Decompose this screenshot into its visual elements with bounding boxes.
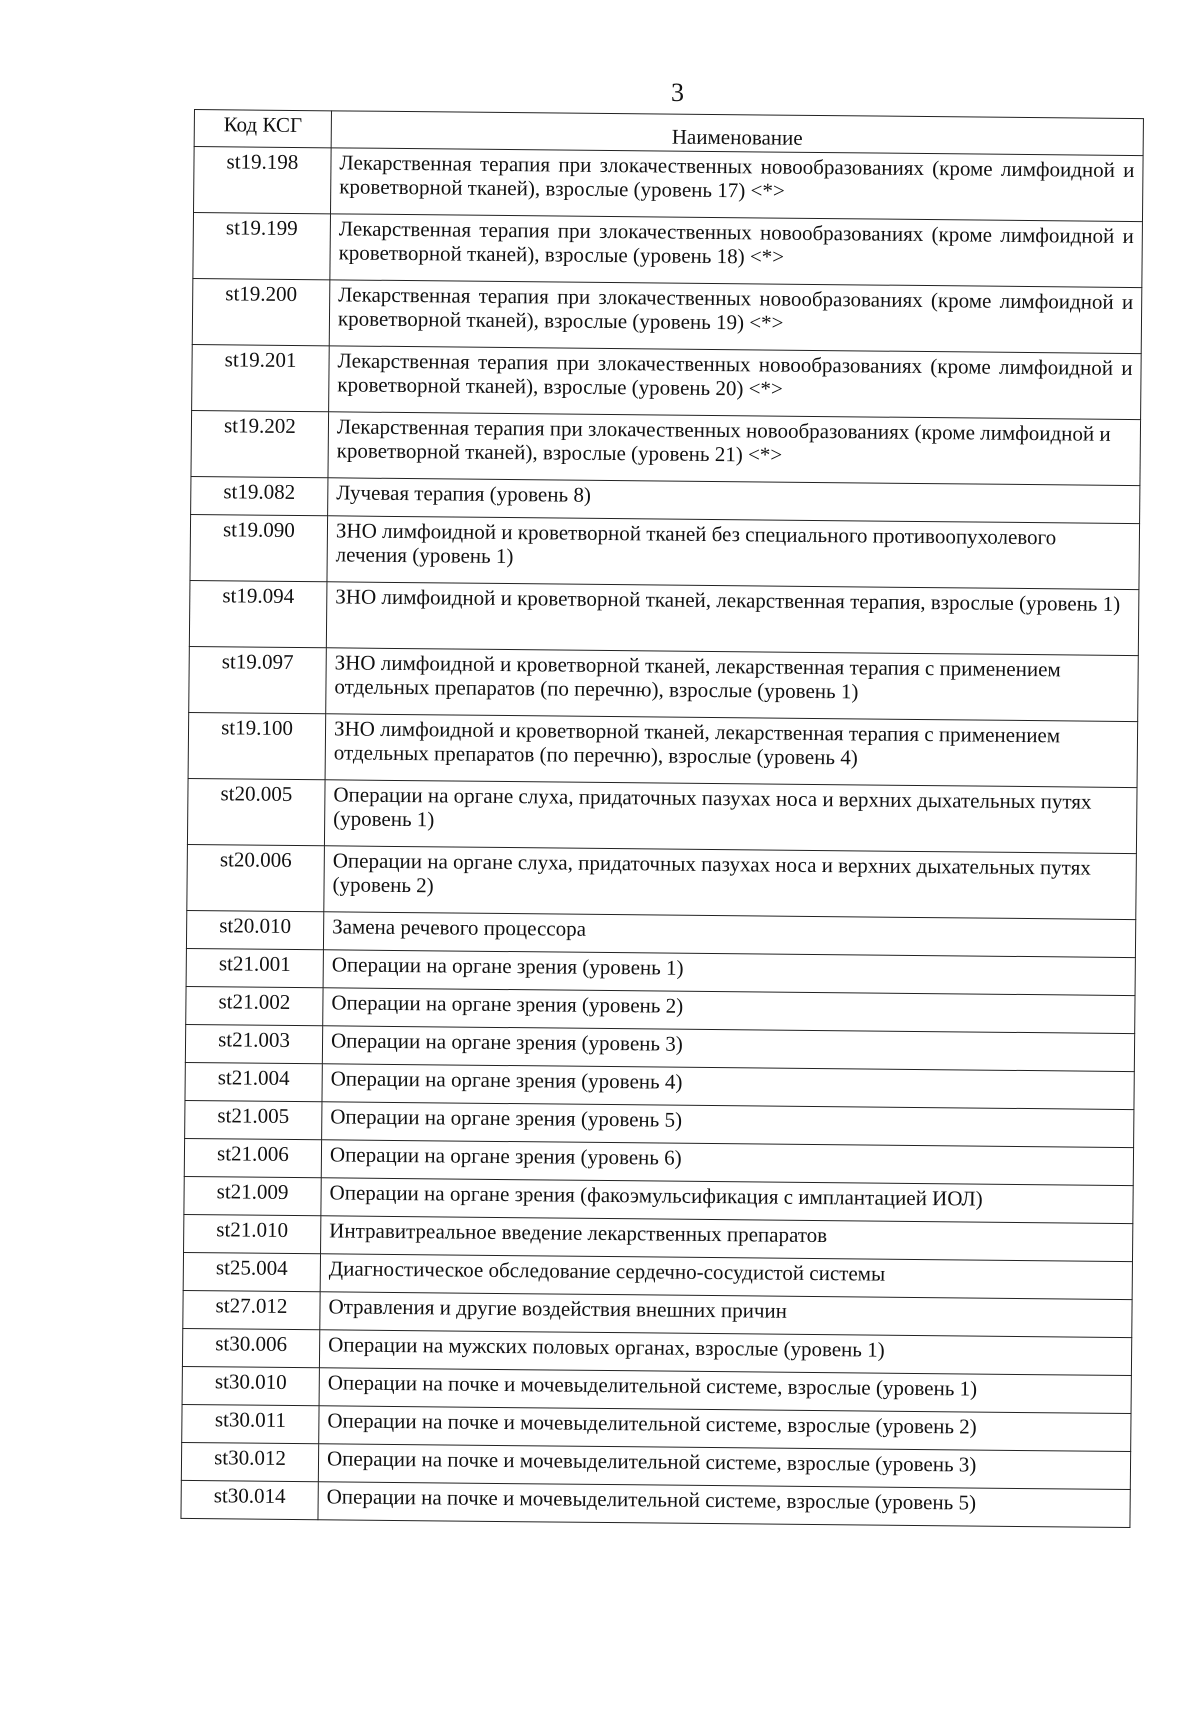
row-name: Операции на органе слуха, придаточных пазухах носа и верхних дыхательных путях (уровень 1) [324,780,1137,854]
row-code: st20.010 [186,910,323,949]
row-name: Лекарственная терапия при злокачественных новообразованиях (кроме лимфоидной и кроветворной тканей), взрослые (уровень 19) <*> [329,280,1142,354]
table-row [189,646,1139,721]
row-code: st21.002 [186,986,323,1025]
row-name: Операции на мужских половых органах, взрослые (уровень 1) [319,1330,1131,1376]
row-name: Операции на органе зрения (факоэмульсификация с имплантацией ИОЛ) [321,1178,1133,1224]
row-name: Отравления и другие воздействия внешних причин [320,1292,1132,1338]
header-name: Наименование [331,111,1143,156]
row-code: st19.097 [189,646,327,713]
row-name: Операции на органе зрения (уровень 4) [322,1064,1134,1110]
row-name: Лекарственная терапия при злокачественных новообразованиях (кроме лимфоидной и кроветворной тканей), взрослые (уровень 17) <*> [331,148,1144,222]
row-code: st20.006 [187,844,325,911]
table-row [194,147,1144,222]
row-name: Операции на почке и мочевыделительной системе, взрослые (уровень 3) [318,1444,1130,1490]
row-name: ЗНО лимфоидной и кроветворной тканей, лекарственная терапия с применением отдельных препаратов (по перечню), взрослые (уровень 4) [325,714,1138,788]
row-code: st19.094 [189,580,327,647]
row-name: ЗНО лимфоидной и кроветворной тканей, лекарственная терапия с применением отдельных препаратов (по перечню), взрослые (уровень 1) [326,648,1139,722]
row-code: st25.004 [183,1252,320,1291]
row-name: Интравитреальное введение лекарственных препаратов [321,1216,1133,1262]
row-code: st19.200 [192,278,330,345]
row-name: Диагностическое обследование сердечно-сосудистой системы [320,1254,1132,1300]
row-name: Лучевая терапия (уровень 8) [328,478,1140,524]
row-code: st19.198 [194,147,332,214]
table-row [193,213,1143,288]
row-code: st21.001 [186,948,323,987]
table-row [181,1480,1130,1527]
header-code: Код КСГ [194,110,331,148]
row-name: Операции на органе зрения (уровень 5) [322,1102,1134,1148]
row-code: st21.006 [184,1138,321,1177]
row-name: Лекарственная терапия при злокачественных новообразованиях (кроме лимфоидной и кроветворной тканей), взрослые (уровень 18) <*> [330,214,1143,288]
row-code: st20.005 [187,778,325,845]
row-code: st19.082 [191,476,328,515]
row-code: st30.014 [181,1480,318,1519]
table-row [192,278,1142,353]
row-code: st30.011 [182,1404,319,1443]
row-name: Операции на органе зрения (уровень 2) [323,988,1135,1034]
row-name: ЗНО лимфоидной и кроветворной тканей без специального противоопухолевого лечения (уровень 1) [327,516,1140,590]
ksg-table [180,109,1143,1528]
row-name: ЗНО лимфоидной и кроветворной тканей, лекарственная терапия, взрослые (уровень 1) [326,582,1139,656]
row-code: st21.009 [184,1176,321,1215]
row-name: Лекарственная терапия при злокачественных новообразованиях (кроме лимфоидной и кроветворной тканей), взрослые (уровень 21) <*> [328,412,1141,486]
row-name: Операции на органе зрения (уровень 3) [322,1026,1134,1072]
table-row [189,580,1139,655]
row-name: Операции на органе зрения (уровень 1) [323,950,1135,996]
row-name: Операции на органе зрения (уровень 6) [321,1140,1133,1186]
row-code: st21.005 [185,1100,322,1139]
row-code: st21.003 [185,1024,322,1063]
table-row [187,844,1137,919]
row-code: st19.100 [188,712,326,779]
table-row [191,410,1141,485]
row-name: Лекарственная терапия при злокачественных новообразованиях (кроме лимфоидной и кроветворной тканей), взрослые (уровень 20) <*> [329,346,1142,420]
row-code: st19.202 [191,410,329,477]
row-code: st19.090 [190,514,328,581]
table-row [192,344,1142,419]
row-name: Операции на органе слуха, придаточных пазухах носа и верхних дыхательных путях (уровень 2) [324,846,1137,920]
row-code: st21.010 [184,1214,321,1253]
row-code: st19.201 [192,344,330,411]
row-code: st19.199 [193,213,331,280]
page-number: 3 [671,78,684,107]
row-code: st30.010 [182,1366,319,1405]
row-name: Операции на почке и мочевыделительной системе, взрослые (уровень 2) [319,1406,1131,1452]
table-row [190,514,1140,589]
row-code: st21.004 [185,1062,322,1101]
table-row [188,712,1138,787]
row-code: st30.012 [181,1442,318,1481]
table-row [187,778,1137,853]
row-code: st27.012 [183,1290,320,1329]
row-name: Замена речевого процессора [323,912,1135,958]
row-name: Операции на почке и мочевыделительной системе, взрослые (уровень 1) [319,1368,1131,1414]
row-name: Операции на почке и мочевыделительной системе, взрослые (уровень 5) [318,1482,1130,1528]
row-code: st30.006 [182,1328,319,1367]
